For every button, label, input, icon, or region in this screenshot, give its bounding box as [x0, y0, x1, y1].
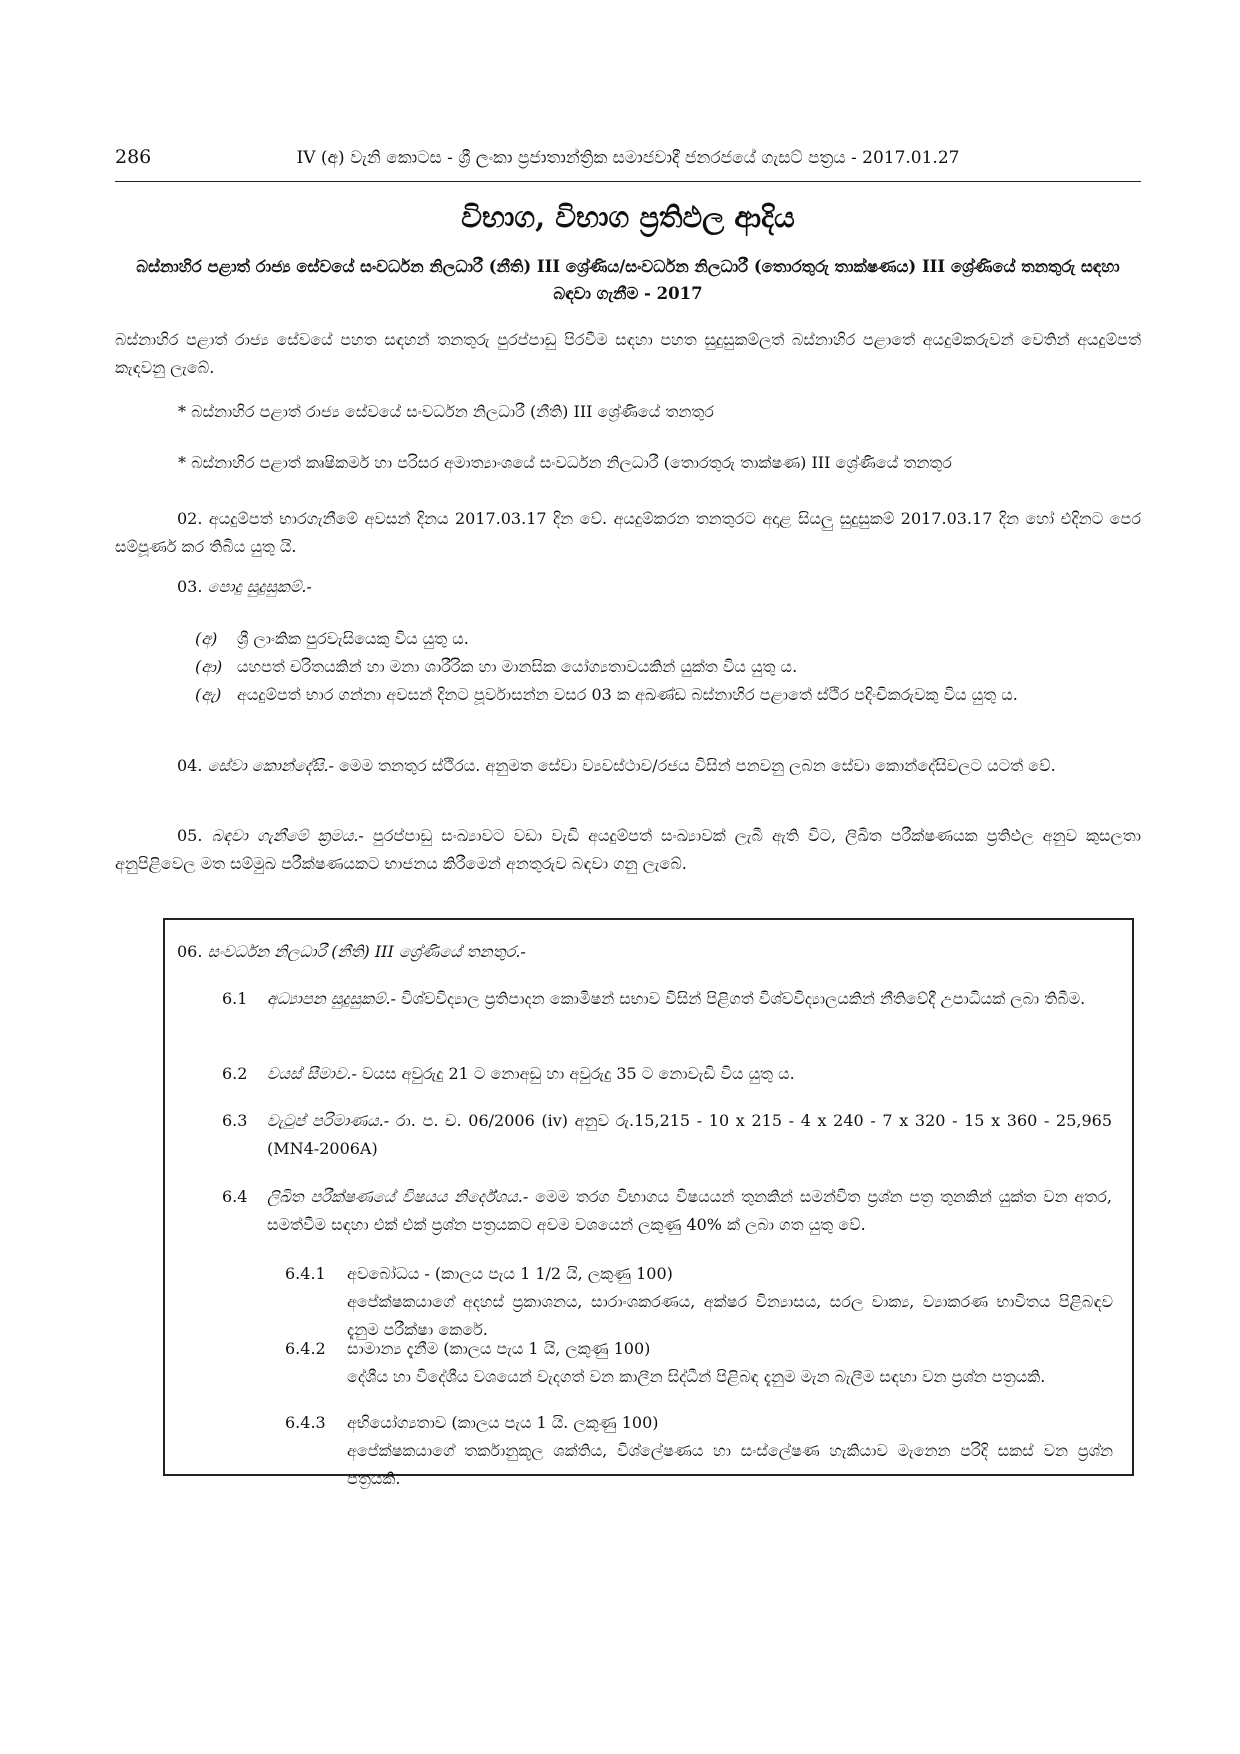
item-number: 6.2: [222, 1064, 248, 1083]
item-heading: ලිඛිත පරීක්ෂණයේ විෂයය නිර්දේශය.-: [267, 1187, 529, 1206]
paragraph-number: 05.: [177, 826, 203, 845]
item-text: රා. ප. ච. 06/2006 (iv) අනුව රු.15,215 - 10 x 215 - 4 x 240 - 7 x 320 - 15 x 360 - 25,965 (MN4-2006A): [267, 1111, 1113, 1158]
item-label: (ආ): [195, 657, 223, 676]
paragraph-number: 06.: [177, 942, 203, 961]
item-heading: අධ්‍යාපන සුදුසුකම්.-: [267, 989, 396, 1008]
paragraph-heading: පොදු සුදුසුකම්.-: [207, 577, 312, 596]
paragraph-text: පුරප්පාඩු සංඛ්‍යාවට වඩා වැඩි අයදුම්පත් සංඛ්‍යාවක් ලැබී ඇති විට, ලිඛිත පරීක්ෂණයක ප්‍රතිඵල අනුව කුසලතා අනුපිළිවෙල මත සම්මුඛ පරීක්ෂණයකට භාජනය කිරීමෙන් අනතුරුව බඳවා ගනු ලැබේ.: [115, 826, 1141, 873]
item-text: අයදුම්පත් භාර ගන්නා අවසන් දිනට පූර්වාසන්න වසර 03 ක අඛණ්ඩ බස්නාහිර පළාතේ ස්ථිර පදිංචිකරුවකු විය යුතු ය.: [237, 685, 1018, 704]
subject-number: 6.4.3: [285, 1413, 326, 1432]
subject-heading: අවබෝධය - (කාලය පැය 1 1/2 යි, ලකුණු 100): [347, 1264, 673, 1283]
item-body: [267, 985, 1112, 1013]
item-text: ශ්‍රී ලාංකික පුරවැසියෙකු විය යුතු ය.: [237, 629, 469, 648]
item-heading: වයස් සීමාව.-: [267, 1064, 357, 1083]
box-heading: [177, 938, 526, 966]
page-header: [115, 146, 1141, 176]
item-body: [267, 1183, 1112, 1239]
item-label: (අ): [195, 629, 218, 648]
paragraph-general-qualifications: [177, 573, 312, 601]
paragraph-closing-date: 02. අයදුම්පත් භාරගැනීමේ අවසන් දිනය 2017.03.17 දින වේ. අයදුම්කරන තනතුරට අදාළ සියලු සුදුසුකම් 2017.03.17 දින හෝ එදිනට පෙර සම්පූර්ණ කර තිබිය යුතු යි.: [115, 509, 1141, 556]
header-rule: [115, 181, 1141, 182]
notice-title: බස්නාහිර පළාත් රාජ්‍ය සේවයේ සංවර්ධන නිලධාරී (නීති) III ශ්‍රේණිය/සංවර්ධන නිලධාරී (තොරතුරු තාක්ෂණය) III ශ්‍රේණියේ තනතුරු සඳහා බඳවා ගැනීම - 2017: [136, 257, 1120, 303]
paragraph-heading: සේවා කොන්දේසි.-: [207, 756, 334, 775]
page-number: 286: [115, 146, 152, 168]
paragraph-recruitment-method: [115, 822, 1141, 878]
item-body: [267, 1060, 1112, 1088]
item-number: 6.3: [222, 1111, 248, 1130]
paragraph-heading: සංවර්ධන නිලධාරී (නීති) III ශ්‍රේණියේ තනතුර.-: [207, 942, 526, 961]
item-heading: වැටුප් පරිමාණය.-: [267, 1111, 390, 1130]
subject-heading: සාමාන්‍ය දැනීම (කාලය පැය 1 යි, ලකුණු 100): [347, 1339, 651, 1358]
item-text: මෙම තරග විභාගය විෂයයන් තුනකින් සමන්විත ප්‍රශ්න පත්‍ර තුනකින් යුක්ත වන අතර, සමත්වීම සඳහා එක් එක් ප්‍රශ්න පත්‍රයකට අවම වශයෙන් ලකුණු 40% ක් ලබා ගත යුතු වේ.: [267, 1187, 1112, 1234]
subject-description: අපේක්ෂකයාගේ අදහස් ප්‍රකාශනය, සාරාංශකරණය, අක්ෂර වින්‍යාසය, සරල වාක්‍ය, ව්‍යාකරණ භාවිතය පිළිබඳව දැනුම පරීක්ෂා කෙරේ.: [347, 1292, 1113, 1339]
subject-number: 6.4.1: [285, 1264, 326, 1283]
item-body: [267, 1107, 1112, 1163]
item-text: විශ්වවිද්‍යාල ප්‍රතිපාදන කොමිෂන් සභාව විසින් පිළිගත් විශ්වවිද්‍යාලයකින් නීතිවේදී උපාධියක් ලබා තිබීම.: [395, 989, 1086, 1008]
subject-heading: අභියෝග්‍යතාව (කාලය පැය 1 යි. ලකුණු 100): [347, 1413, 659, 1432]
subject-number: 6.4.2: [285, 1339, 326, 1358]
running-head: IV (අ) වැනි කොටස - ශ්‍රී ලංකා ප්‍රජාතාන්ත්‍රික සමාජවාදී ජනරජයේ ගැසට් පත්‍රය - 2017.01.27: [296, 148, 960, 168]
post-bullet-it: * බස්නාහිර පළාත් කෘෂිකර්ම හා පරිසර අමාත්‍යාංශයේ සංවර්ධන නිලධාරී (තොරතුරු තාක්ෂණ) III ශ්‍රේණියේ තනතුර: [178, 453, 952, 472]
paragraph-heading: බඳවා ගැනීමේ ක්‍රමය.-: [211, 826, 364, 845]
item-number: 6.4: [222, 1187, 248, 1206]
item-label: (ඇ): [195, 685, 222, 704]
item-number: 6.1: [222, 989, 248, 1008]
subject-description: දේශීය හා විදේශීය වශයෙන් වැදගත් වන කාලීන සිද්ධීන් පිළිබඳ දැනුම මැන බැලීම සඳහා වන ප්‍රශ්න පත්‍රයකි.: [347, 1367, 1046, 1386]
item-text: වයස අවුරුදු 21 ට නොඅඩු හා අවුරුදු 35 ට නොවැඩි විය යුතු ය.: [356, 1064, 795, 1083]
paragraph-service-conditions: [115, 752, 1141, 780]
item-text: යහපත් චරිතයකින් හා මනා ශාරීරික හා මානසික යෝග්‍යතාවයකින් යුක්ත විය යුතු ය.: [237, 657, 798, 676]
subject-description: අපේක්ෂකයාගේ තර්කානුකූල ශක්තිය, විශ්ලේෂණය හා සංස්ලේෂණ හැකියාව මැනෙන පරිදි සකස් වන ප්‍රශ්න පත්‍රයකි.: [347, 1441, 1113, 1488]
section-title: විභාග, විභාග ප්‍රතිඵල ආදිය: [461, 200, 795, 234]
paragraph-number: 03.: [177, 577, 203, 596]
paragraph-text: මෙම තනතුර ස්ථිරය. අනුමත සේවා ව්‍යවස්ථාව/රජය විසින් පනවනු ලබන සේවා කොන්දේසිවලට යටත් වේ.: [333, 756, 1056, 775]
paragraph-number: 04.: [177, 756, 203, 775]
intro-paragraph: බස්නාහිර පළාත් රාජ්‍ය සේවයේ පහත සඳහන් තනතුරු පුරප්පාඩු පිරවීම සඳහා පහත සුදුසුකම්ලත් බස්නාහිර පළාතේ අයදුම්කරුවන් වෙතින් අයදුම්පත් කැඳවනු ලැබේ.: [115, 330, 1141, 377]
post-bullet-legal: * බස්නාහිර පළාත් රාජ්‍ය සේවයේ සංවර්ධන නිලධාරී (නීති) III ශ්‍රේණියේ තනතුර: [178, 402, 714, 421]
